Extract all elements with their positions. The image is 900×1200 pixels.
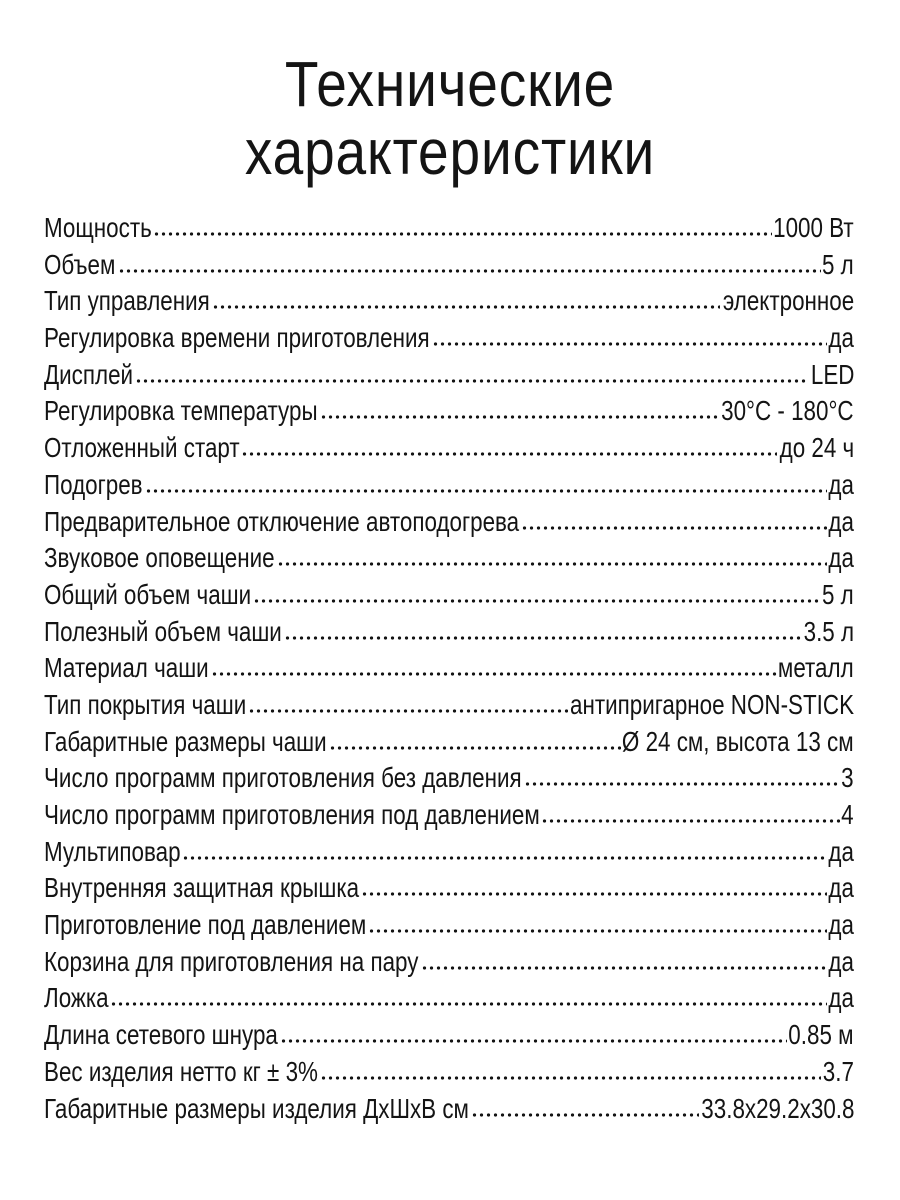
- spec-label: Мультиповар: [44, 835, 181, 867]
- spec-value: да: [828, 468, 854, 500]
- spec-value: да: [828, 909, 854, 941]
- spec-label: Вес изделия нетто кг ± 3%: [44, 1055, 318, 1087]
- dot-leader: [471, 1112, 699, 1118]
- spec-label: Отложенный старт: [44, 432, 240, 464]
- spec-value: металл: [778, 652, 854, 684]
- dot-leader: [248, 708, 568, 714]
- dot-leader: [211, 671, 777, 677]
- spec-value: да: [828, 322, 854, 354]
- dot-leader: [182, 855, 826, 861]
- spec-value: 3.7: [822, 1055, 854, 1087]
- spec-value: да: [828, 542, 854, 574]
- title-line-2: характеристики: [244, 116, 656, 188]
- spec-row: [44, 393, 854, 430]
- spec-row: [44, 870, 854, 907]
- spec-label: Корзина для приготовления на пару: [44, 945, 419, 977]
- spec-row: [44, 540, 854, 577]
- dot-leader: [320, 1075, 820, 1081]
- spec-value: да: [828, 505, 854, 537]
- dot-leader: [110, 1001, 826, 1007]
- spec-label: Материал чаши: [44, 652, 209, 684]
- spec-label: Приготовление под давлением: [44, 909, 367, 941]
- spec-label: Дисплей: [44, 358, 134, 390]
- title-line-1: Технические: [284, 48, 616, 120]
- spec-row: [44, 724, 854, 761]
- dot-leader: [277, 561, 827, 567]
- spec-row: [44, 430, 854, 467]
- spec-row: [44, 650, 854, 687]
- dot-leader: [135, 378, 808, 384]
- spec-value: LED: [810, 358, 854, 390]
- spec-label: Число программ приготовления под давлением: [44, 799, 540, 830]
- spec-row: [44, 1017, 854, 1054]
- spec-value: да: [828, 872, 854, 904]
- spec-row: [44, 797, 854, 834]
- spec-label: Предварительное отключение автоподогрева: [44, 505, 520, 537]
- dot-leader: [541, 818, 840, 824]
- spec-value: антипригарное NON-STICK: [569, 688, 854, 720]
- spec-row: [44, 577, 854, 614]
- spec-list: [44, 210, 854, 1127]
- dot-leader: [280, 1038, 787, 1044]
- spec-label: Регулировка времени приготовления: [44, 322, 430, 354]
- dot-leader: [145, 488, 827, 494]
- spec-row: [44, 247, 854, 284]
- spec-label: Общий объем чаши: [44, 578, 252, 610]
- spec-row: [44, 504, 854, 541]
- dot-leader: [432, 341, 827, 347]
- spec-label: Звуковое оповещение: [44, 542, 275, 574]
- dot-leader: [524, 781, 840, 787]
- dot-leader: [118, 268, 821, 274]
- spec-row: [44, 1091, 854, 1128]
- spec-row: [44, 944, 854, 981]
- dot-leader: [320, 414, 720, 420]
- spec-label: Число программ приготовления без давления: [44, 762, 522, 794]
- spec-value: 0.85 м: [788, 1019, 854, 1051]
- dot-leader: [361, 891, 827, 897]
- page-title: [63, 50, 837, 186]
- spec-row: [44, 467, 854, 504]
- spec-value: 5 л: [822, 578, 854, 610]
- dot-leader: [521, 525, 826, 531]
- spec-row: [44, 687, 854, 724]
- spec-row: [44, 1054, 854, 1091]
- dot-leader: [284, 635, 801, 641]
- spec-label: Мощность: [44, 212, 152, 243]
- spec-value: да: [828, 945, 854, 977]
- spec-label: Габаритные размеры чаши: [44, 725, 327, 757]
- spec-value: 30°C - 180°C: [721, 395, 854, 427]
- spec-label: Длина сетевого шнура: [44, 1019, 278, 1051]
- spec-label: Тип покрытия чаши: [44, 688, 247, 720]
- spec-value: да: [828, 835, 854, 867]
- spec-row: [44, 614, 854, 651]
- spec-label: Регулировка температуры: [44, 395, 318, 427]
- spec-value: 4: [841, 799, 854, 830]
- spec-row: [44, 320, 854, 357]
- spec-row: [44, 907, 854, 944]
- spec-value: 33.8x29.2x30.8: [700, 1092, 854, 1124]
- spec-value: электронное: [722, 285, 854, 317]
- spec-value: 5 л: [822, 248, 854, 280]
- spec-label: Подогрев: [44, 468, 143, 500]
- spec-label: Полезный объем чаши: [44, 615, 282, 647]
- spec-row: [44, 834, 854, 871]
- spec-row: [44, 283, 854, 320]
- spec-value: 1000 Вт: [773, 212, 854, 243]
- spec-label: Ложка: [44, 982, 109, 1014]
- spec-value: 3: [841, 762, 854, 794]
- dot-leader: [368, 928, 826, 934]
- spec-row: [44, 980, 854, 1017]
- spec-label: Объем: [44, 248, 116, 280]
- spec-value: 3.5 л: [803, 615, 854, 647]
- dot-leader: [253, 598, 820, 604]
- spec-value: да: [828, 982, 854, 1014]
- dot-leader: [421, 965, 827, 971]
- spec-row: [44, 357, 854, 394]
- spec-label: Габаритные размеры изделия ДхШхВ см: [44, 1092, 469, 1124]
- spec-row: [44, 760, 854, 797]
- dot-leader: [329, 745, 621, 751]
- spec-label: Тип управления: [44, 285, 210, 317]
- dot-leader: [241, 451, 777, 457]
- spec-row: [44, 210, 854, 247]
- spec-label: Внутренняя защитная крышка: [44, 872, 360, 904]
- dot-leader: [153, 231, 771, 237]
- dot-leader: [212, 304, 721, 310]
- spec-value: до 24 ч: [779, 432, 854, 464]
- spec-value: Ø 24 см, высота 13 см: [622, 725, 854, 757]
